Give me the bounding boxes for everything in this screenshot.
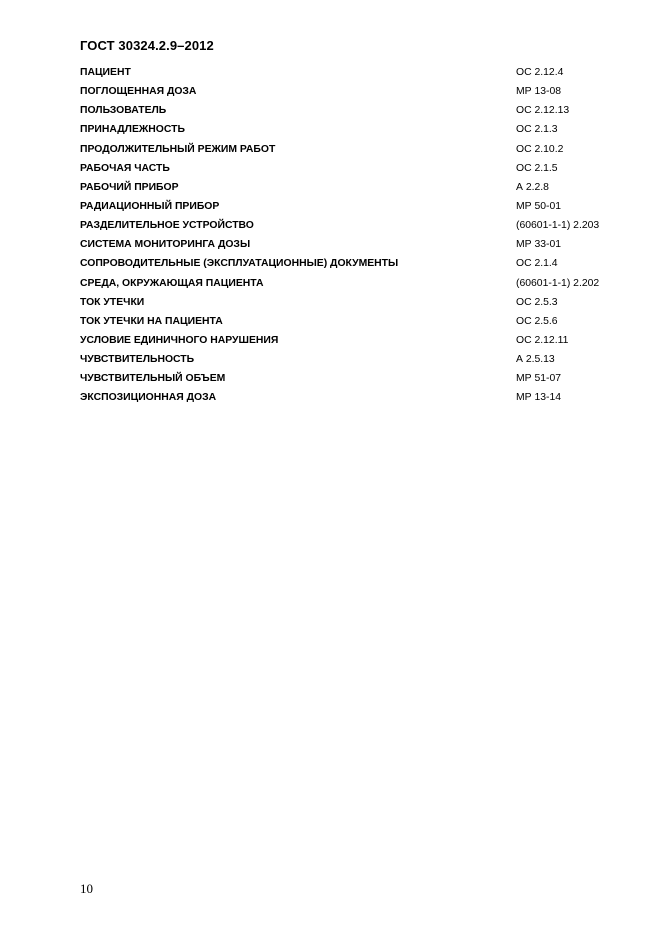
term-reference: ОС 2.5.6: [516, 315, 558, 327]
term-row: [80, 352, 625, 371]
term-name: ПОГЛОЩЕННАЯ ДОЗА: [80, 86, 197, 98]
term-row: [80, 333, 625, 352]
term-row: [80, 103, 625, 122]
term-reference: (60601-1-1) 2.203: [516, 220, 600, 232]
term-name: СРЕДА, ОКРУЖАЮЩАЯ ПАЦИЕНТА: [80, 277, 264, 289]
term-name: ЭКСПОЗИЦИОННАЯ ДОЗА: [80, 392, 217, 404]
term-reference: ОС 2.1.3: [516, 124, 558, 136]
term-reference: МР 51-07: [516, 373, 562, 385]
term-reference: ОС 2.5.3: [516, 296, 558, 308]
term-name: РАБОЧАЯ ЧАСТЬ: [80, 162, 170, 174]
term-reference: (60601-1-1) 2.202: [516, 277, 600, 289]
term-reference: ОС 2.1.4: [516, 258, 558, 270]
term-row: [80, 314, 625, 333]
term-name: УСЛОВИЕ ЕДИНИЧНОГО НАРУШЕНИЯ: [80, 334, 279, 346]
term-row: [80, 142, 625, 161]
term-index-list: [80, 65, 625, 410]
term-reference: ОС 2.1.5: [516, 162, 558, 174]
term-row: [80, 390, 625, 409]
term-reference: МР 13-08: [516, 86, 562, 98]
term-reference: ОС 2.12.4: [516, 67, 564, 78]
term-row: [80, 218, 625, 237]
term-name: ПРИНАДЛЕЖНОСТЬ: [80, 124, 185, 136]
term-name: ПРОДОЛЖИТЕЛЬНЫЙ РЕЖИМ РАБОТ: [80, 143, 276, 155]
term-row: [80, 84, 625, 103]
term-row: [80, 122, 625, 141]
document-standard-header: ГОСТ 30324.2.9–2012: [80, 38, 214, 53]
term-row: [80, 180, 625, 199]
term-name: РАБОЧИЙ ПРИБОР: [80, 181, 179, 193]
term-name: РАЗДЕЛИТЕЛЬНОЕ УСТРОЙСТВО: [80, 220, 254, 232]
term-row: [80, 295, 625, 314]
term-name: ЧУВСТВИТЕЛЬНЫЙ ОБЪЕМ: [80, 373, 226, 385]
term-reference: МР 13-14: [516, 392, 562, 404]
term-reference: ОС 2.12.11: [516, 334, 569, 346]
term-row: [80, 237, 625, 256]
term-row: [80, 256, 625, 275]
term-reference: А 2.5.13: [516, 354, 555, 366]
term-name: ПОЛЬЗОВАТЕЛЬ: [80, 105, 167, 117]
term-name: СОПРОВОДИТЕЛЬНЫЕ (ЭКСПЛУАТАЦИОННЫЕ) ДОКУМЕНТЫ: [80, 258, 399, 270]
page-number: 10: [80, 881, 93, 896]
term-row: [80, 65, 625, 84]
term-reference: МР 33-01: [516, 239, 562, 251]
term-row: [80, 161, 625, 180]
term-row: [80, 199, 625, 218]
term-name: ПАЦИЕНТ: [80, 67, 131, 78]
term-name: ЧУВСТВИТЕЛЬНОСТЬ: [80, 354, 195, 366]
term-row: [80, 276, 625, 295]
term-reference: А 2.2.8: [516, 181, 549, 193]
term-name: ТОК УТЕЧКИ: [80, 296, 145, 308]
term-reference: МР 50-01: [516, 200, 562, 212]
term-row: [80, 371, 625, 390]
term-reference: ОС 2.12.13: [516, 105, 570, 117]
term-name: РАДИАЦИОННЫЙ ПРИБОР: [80, 200, 220, 212]
term-name: ТОК УТЕЧКИ НА ПАЦИЕНТА: [80, 315, 223, 327]
term-reference: ОС 2.10.2: [516, 143, 564, 155]
term-name: СИСТЕМА МОНИТОРИНГА ДОЗЫ: [80, 239, 251, 251]
